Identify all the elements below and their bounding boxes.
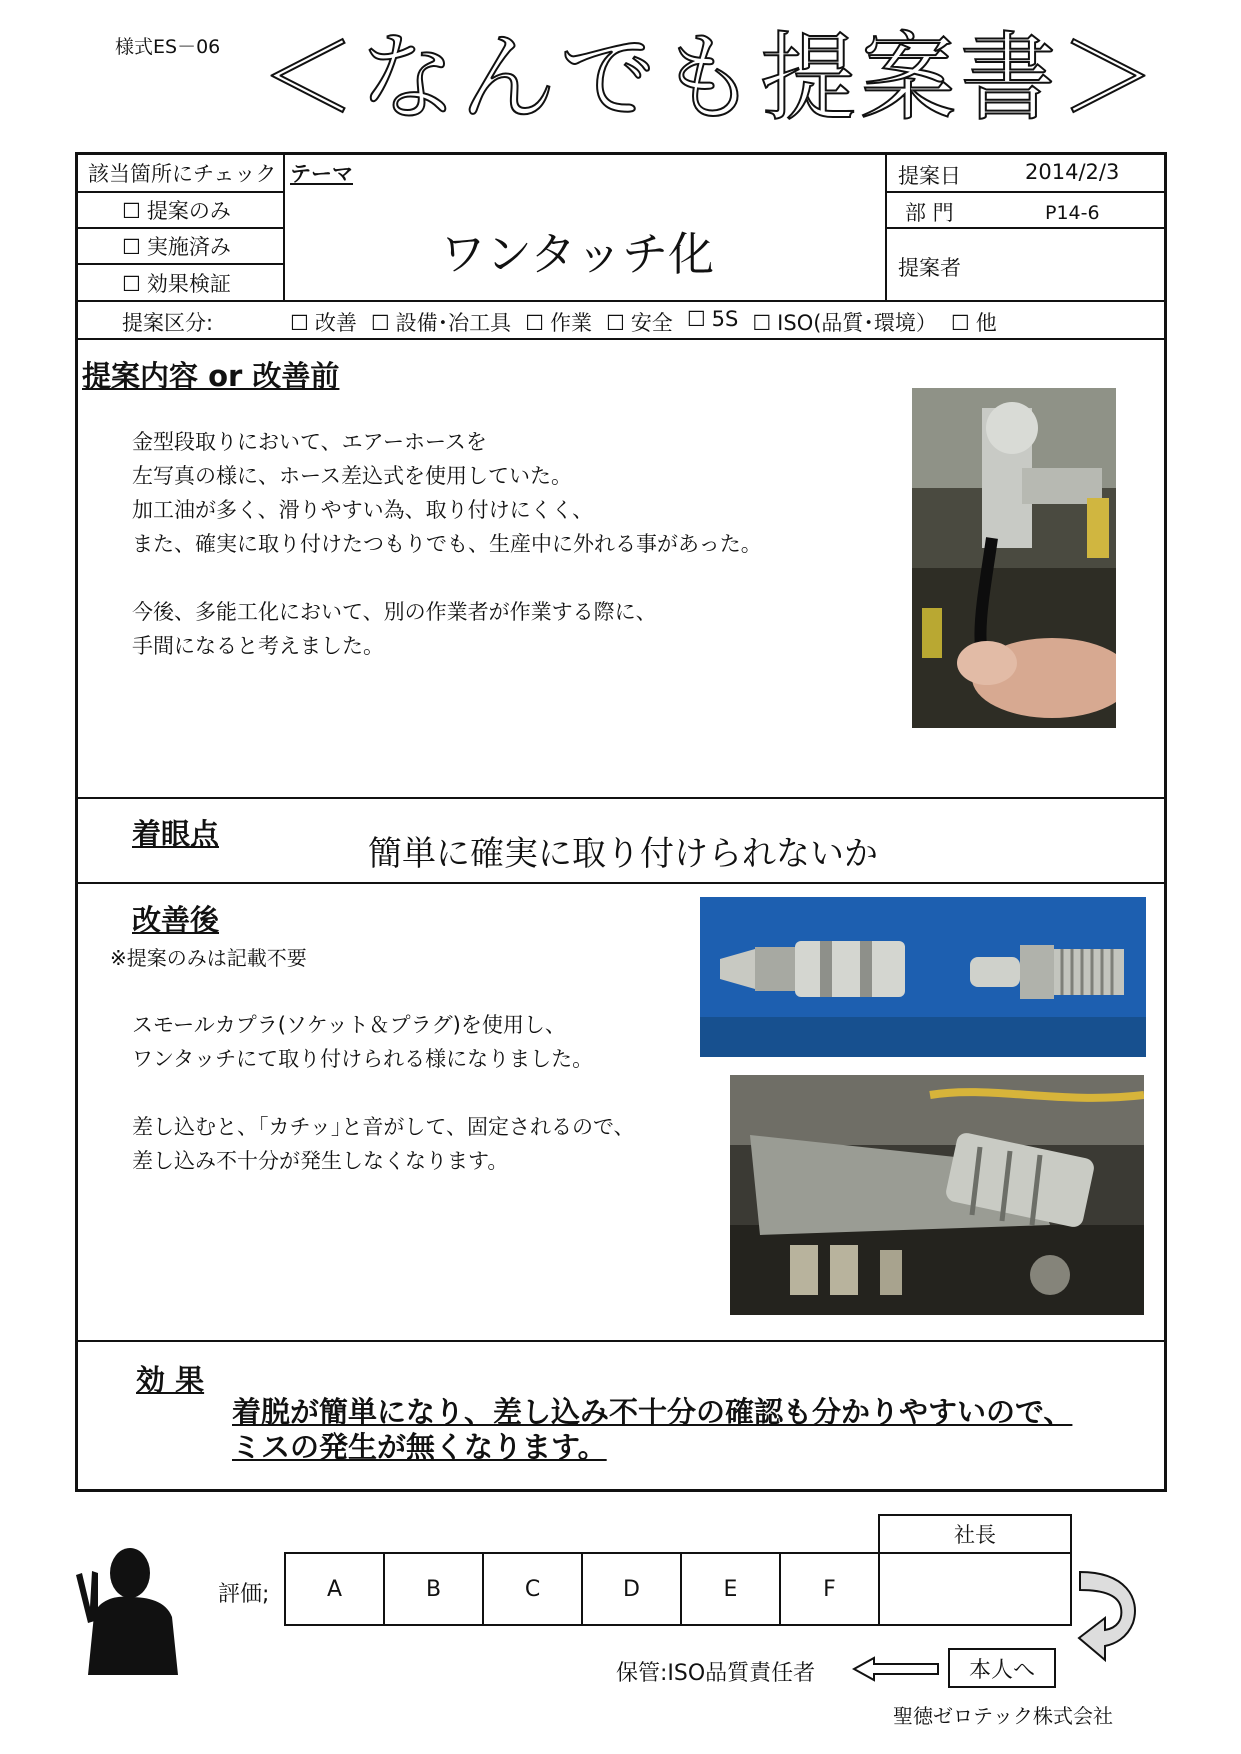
grid-line: [885, 191, 1167, 193]
coupler-photo: [700, 897, 1146, 1057]
grade-c[interactable]: C: [482, 1552, 583, 1626]
grid-line: [75, 300, 1167, 302]
president-label: 社長: [878, 1514, 1072, 1554]
focus-title: 着眼点: [132, 817, 220, 851]
evaluation-label: 評価;: [218, 1582, 270, 1607]
category-equipment-tools[interactable]: ☐ 設備･冶工具: [371, 307, 511, 337]
focus-text: 簡単に確実に取り付けられないか: [368, 834, 878, 874]
grade-e[interactable]: E: [680, 1552, 781, 1626]
dept-value: P14-6: [1045, 202, 1100, 224]
grade-a[interactable]: A: [284, 1552, 385, 1626]
before-photo: [912, 388, 1116, 728]
form-title: ＜なんでも提案書＞: [260, 22, 1160, 134]
effect-line-1: 着脱が簡単になり、差し込み不十分の確認も分かりやすいので、: [232, 1395, 1073, 1429]
category-5s[interactable]: ☐ 5S: [687, 307, 739, 337]
curved-arrow-icon: [1075, 1568, 1145, 1668]
installed-coupler-photo: [730, 1075, 1144, 1315]
theme-label: テーマ: [290, 162, 353, 186]
grid-line: [75, 882, 1167, 884]
grid-line: [75, 227, 285, 229]
person-silhouette-icon: [68, 1545, 193, 1675]
check-effect-verified[interactable]: ☐ 効果検証: [122, 268, 231, 298]
grid-line: [75, 1340, 1167, 1342]
grade-b[interactable]: B: [383, 1552, 484, 1626]
left-arrow-icon: [852, 1656, 940, 1682]
category-options: [290, 307, 997, 337]
effect-line-2: ミスの発生が無くなります。: [232, 1430, 607, 1464]
grade-d[interactable]: D: [581, 1552, 682, 1626]
date-value: 2014/2/3: [1025, 160, 1120, 184]
grid-line: [283, 152, 285, 300]
grade-f[interactable]: F: [779, 1552, 880, 1626]
grid-line: [75, 797, 1167, 799]
category-label: 提案区分:: [122, 311, 214, 335]
president-stamp-box[interactable]: [878, 1552, 1072, 1626]
grid-line: [885, 227, 1167, 229]
return-to-self-box: 本人へ: [948, 1648, 1056, 1688]
grid-line: [75, 191, 285, 193]
check-implemented[interactable]: ☐ 実施済み: [122, 231, 231, 261]
grid-line: [75, 338, 1167, 340]
check-proposal-only[interactable]: ☐ 提案のみ: [122, 195, 231, 225]
grid-line: [75, 263, 285, 265]
theme-value: ワンタッチ化: [440, 227, 715, 281]
after-description: スモールカプラ(ソケット＆プラグ)を使用し、 ワンタッチにて取り付けられる様になりました。 差し込むと、｢カチッ｣と音がして、固定されるので、 差し込み不十分が発生しなくなります。: [132, 1013, 635, 1173]
before-description: 金型段取りにおいて、エアーホースを 左写真の様に、ホース差込式を使用していた。 加工油が多く、滑りやすい為、取り付けにくく、 また、確実に取り付けたつもりでも、生産中に外れる事があった。 今後、多能工化において、別の作業者が作業する際に、 手間になると考えました。: [132, 430, 762, 658]
check-header: 該当箇所にチェック: [88, 162, 277, 186]
proposer-label: 提案者: [898, 256, 961, 280]
form-number: 様式ES－06: [115, 36, 221, 58]
before-title: 提案内容 or 改善前: [82, 359, 340, 393]
after-title: 改善後: [132, 903, 220, 937]
category-iso[interactable]: ☐ ISO(品質･環境）: [752, 307, 937, 337]
company-name: 聖徳ゼロテック株式会社: [893, 1704, 1113, 1728]
category-work[interactable]: ☐ 作業: [525, 307, 592, 337]
after-note: ※提案のみは記載不要: [110, 946, 307, 970]
storage-label: 保管:ISO品質責任者: [616, 1661, 816, 1686]
category-safety[interactable]: ☐ 安全: [606, 307, 673, 337]
effect-title: 効 果: [136, 1363, 205, 1397]
category-kaizen[interactable]: ☐ 改善: [290, 307, 357, 337]
date-label: 提案日: [898, 164, 961, 188]
dept-label: 部 門: [905, 201, 954, 225]
category-other[interactable]: ☐ 他: [951, 307, 997, 337]
grid-line: [885, 152, 887, 300]
